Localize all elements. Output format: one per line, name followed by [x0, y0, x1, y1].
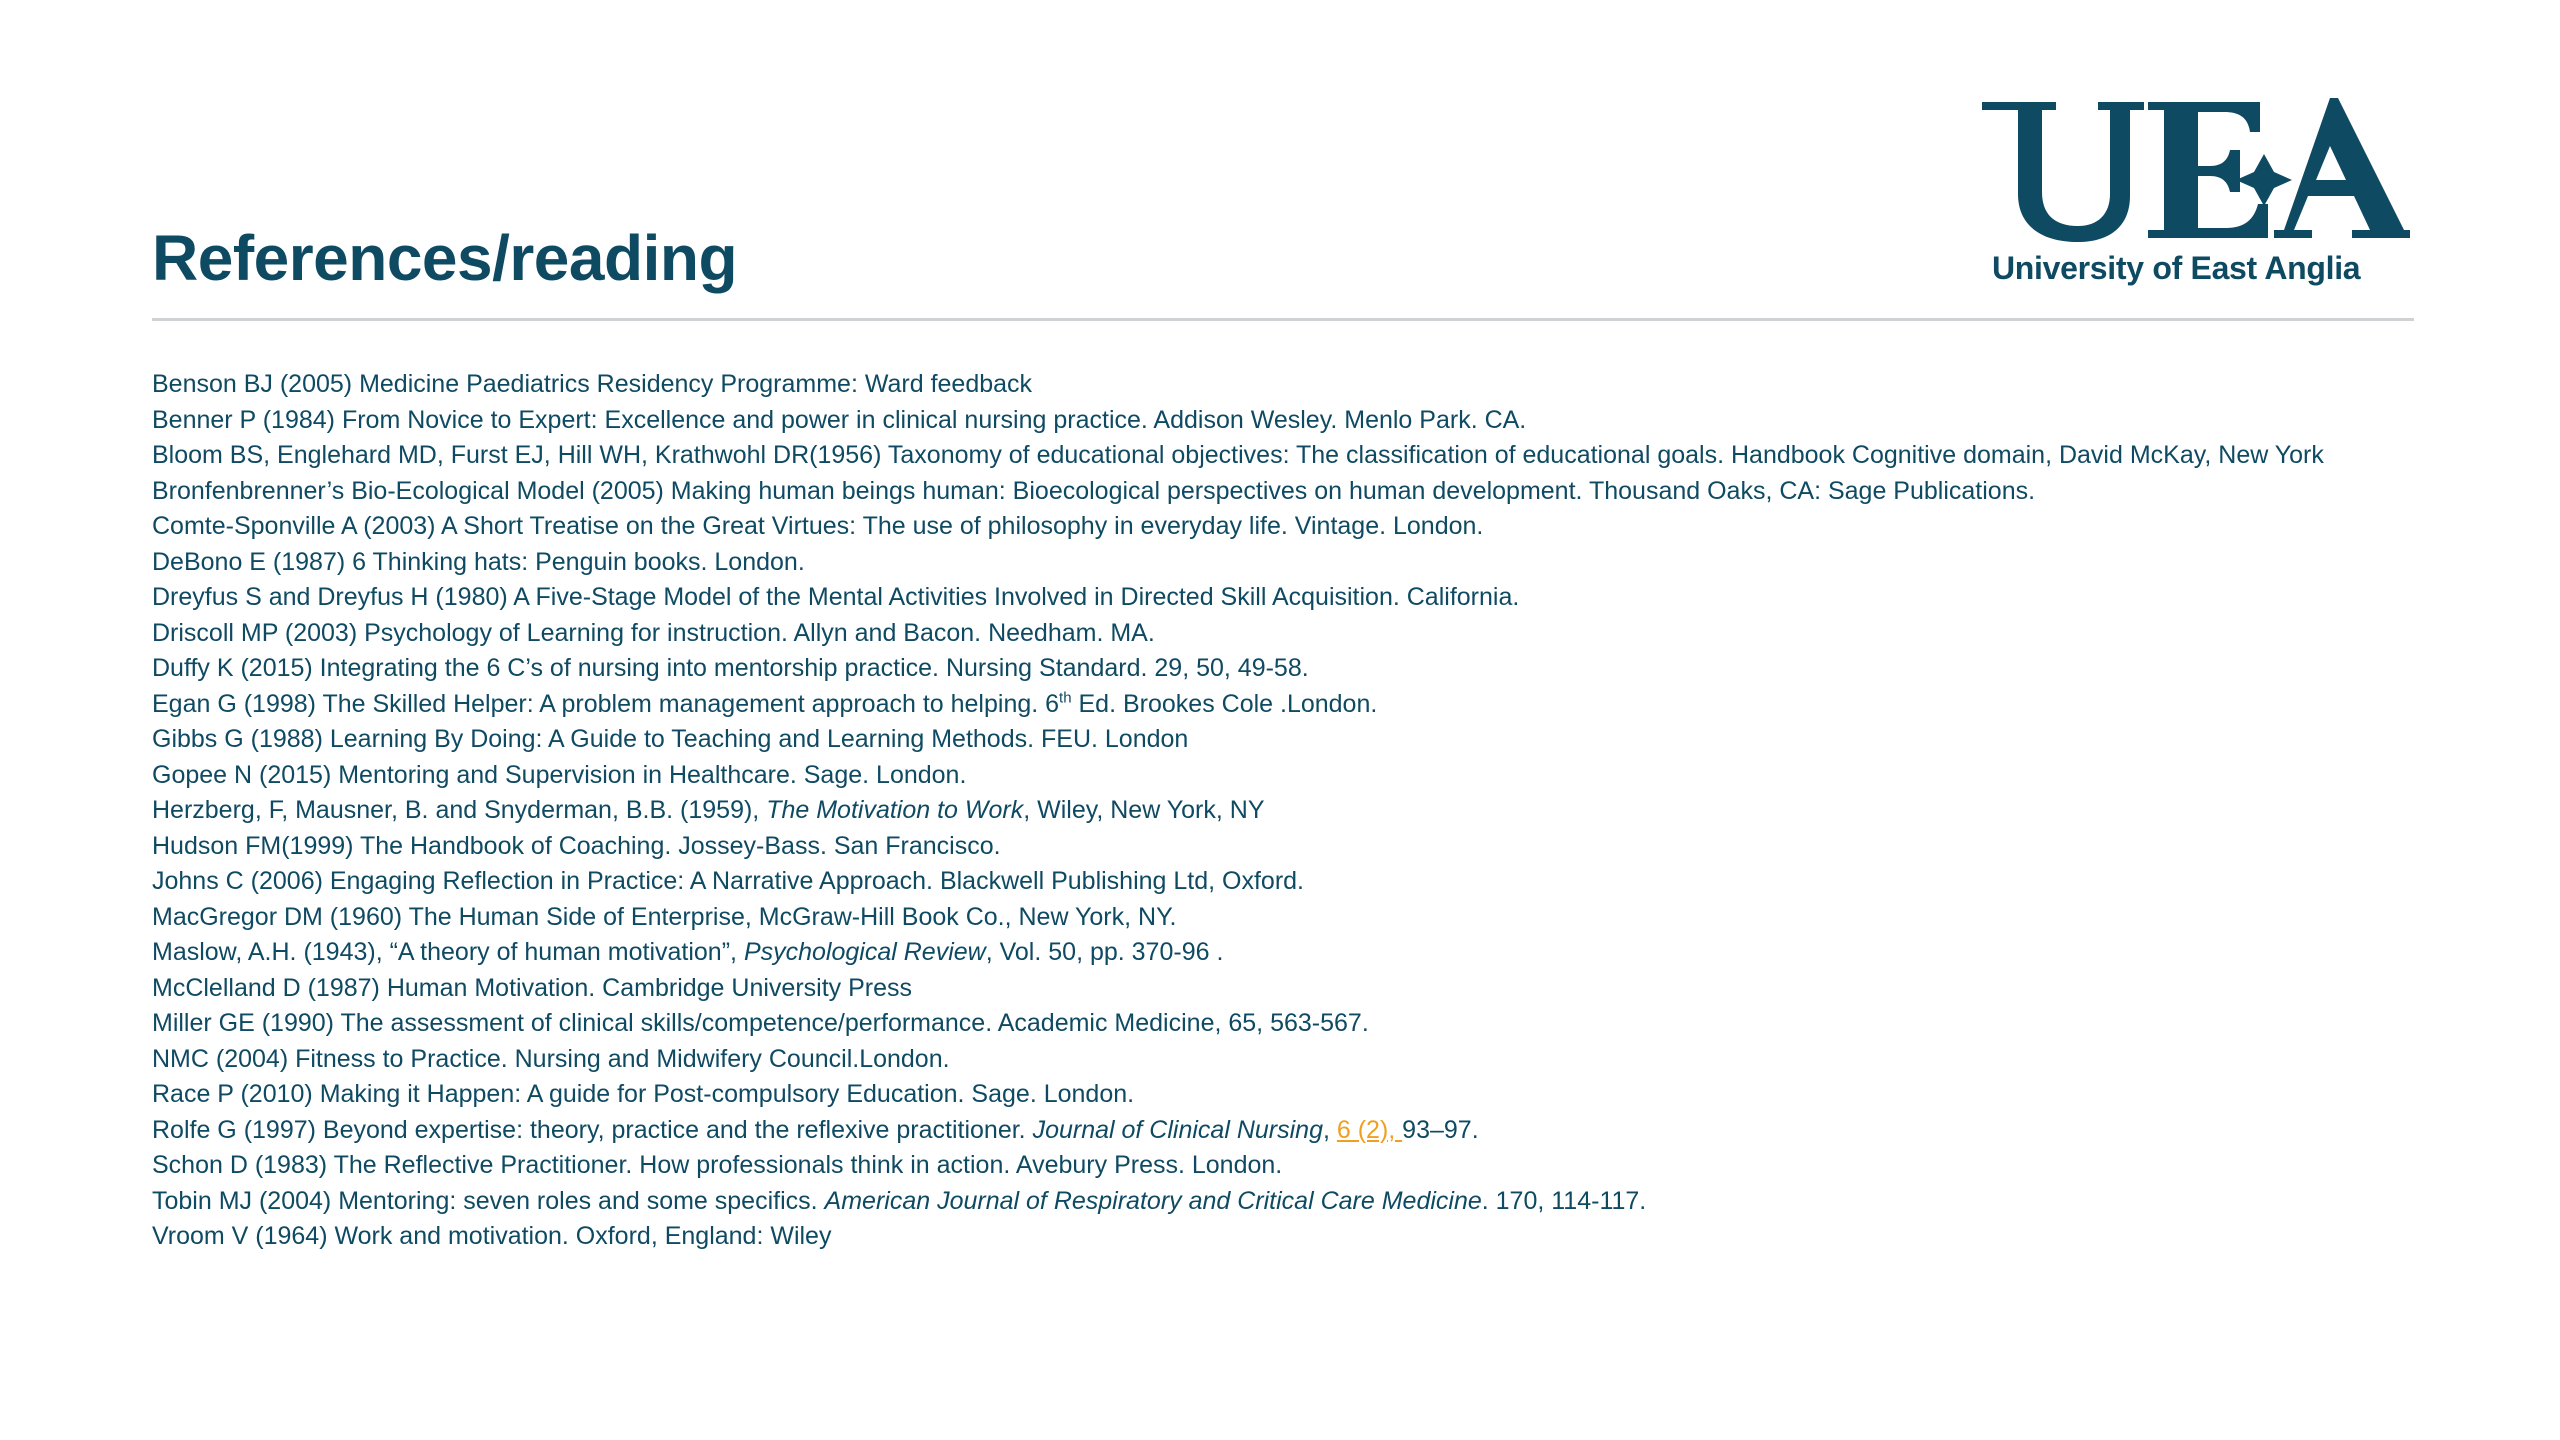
reference-text: Ed. Brookes Cole .London.: [1071, 689, 1378, 718]
reference-text: , Vol. 50, pp. 370-96 .: [985, 938, 1224, 966]
reference-text: Rolfe G (1997) Beyond expertise: theory, practice and the reflexive practitioner.: [152, 1115, 1033, 1144]
reference-item: [152, 619, 2382, 648]
reference-text: McClelland D (1987) Human Motivation. Cambridge University Press: [152, 973, 912, 1002]
reference-item: [152, 548, 2382, 577]
reference-superscript: th: [1059, 689, 1072, 707]
reference-text: DeBono E (1987) 6 Thinking hats: Penguin books. London.: [152, 547, 805, 576]
reference-item: [152, 477, 2382, 506]
reference-item: [152, 761, 2382, 790]
reference-item: [152, 370, 2382, 399]
reference-text: Schon D (1983) The Reflective Practitioner. How professionals think in action. Avebury Press. London.: [152, 1151, 1283, 1179]
reference-item: [152, 690, 2382, 719]
reference-text: Vroom V (1964) Work and motivation. Oxford, England: Wiley: [152, 1222, 832, 1250]
reference-text: Gibbs G (1988) Learning By Doing: A Guide to Teaching and Learning Methods. FEU. London: [152, 725, 1189, 753]
reference-item: [152, 974, 2382, 1003]
reference-journal-title: Psychological Review: [743, 938, 986, 966]
reference-item: [152, 938, 2382, 967]
reference-item: [152, 1151, 2382, 1180]
reference-journal-title: The Motivation to Work: [766, 796, 1024, 824]
reference-text: Miller GE (1990) The assessment of clinical skills/competence/performance. Academic Medicine, 65, 563-567.: [152, 1009, 1369, 1037]
reference-text: Benner P (1984) From Novice to Expert: Excellence and power in clinical nursing practice. Addison Wesley. Menlo Park. CA.: [152, 405, 1527, 434]
reference-journal-title: American Journal of Respiratory and Critical Care Medicine: [824, 1186, 1482, 1215]
logo-wordmark: University of East Anglia: [1992, 250, 2361, 286]
reference-item: [152, 796, 2382, 825]
reference-journal-title: Journal of Clinical Nursing: [1032, 1115, 1323, 1144]
reference-text: Comte-Sponville A (2003) A Short Treatise on the Great Virtues: The use of philosophy in everyday life. Vintage. London.: [152, 512, 1484, 540]
reference-text: , Wiley, New York, NY: [1023, 796, 1265, 824]
reference-text: ,: [1322, 1115, 1337, 1144]
reference-text: Gopee N (2015) Mentoring and Supervision in Healthcare. Sage. London.: [152, 760, 967, 789]
reference-item: [152, 867, 2382, 896]
reference-text: Driscoll MP (2003) Psychology of Learning for instruction. Allyn and Bacon. Needham. MA.: [152, 618, 1155, 647]
reference-text: MacGregor DM (1960) The Human Side of Enterprise, McGraw-Hill Book Co., New York, NY.: [152, 902, 1177, 931]
page-title: References/reading: [152, 222, 738, 294]
reference-item: [152, 512, 2382, 541]
reference-text: 93–97.: [1402, 1115, 1479, 1144]
reference-text: Benson BJ (2005) Medicine Paediatrics Residency Programme: Ward feedback: [152, 370, 1033, 398]
reference-item: [152, 725, 2382, 754]
reference-text: NMC (2004) Fitness to Practice. Nursing and Midwifery Council.London.: [152, 1044, 950, 1073]
reference-item: [152, 441, 2382, 470]
reference-text: Duffy K (2015) Integrating the 6 C’s of nursing into mentorship practice. Nursing Standard. 29, 50, 49-58.: [152, 654, 1309, 682]
uea-logo: [1978, 96, 2410, 296]
reference-link[interactable]: 6 (2),: [1336, 1115, 1403, 1144]
reference-text: Hudson FM(1999) The Handbook of Coaching. Jossey-Bass. San Francisco.: [152, 831, 1001, 860]
reference-item: [152, 1045, 2382, 1074]
uea-logo-mark-icon: [1978, 96, 2410, 246]
reference-text: Race P (2010) Making it Happen: A guide for Post-compulsory Education. Sage. London.: [152, 1080, 1135, 1108]
reference-item: [152, 1116, 2382, 1145]
reference-item: [152, 1222, 2382, 1251]
reference-list: [152, 370, 2382, 1258]
reference-item: [152, 583, 2382, 612]
reference-text: Dreyfus S and Dreyfus H (1980) A Five-Stage Model of the Mental Activities Involved in Directed Skill Acquisition. California.: [152, 583, 1520, 611]
reference-text: Johns C (2006) Engaging Reflection in Practice: A Narrative Approach. Blackwell Publishing Ltd, Oxford.: [152, 867, 1305, 895]
reference-text: Bronfenbrenner’s Bio-Ecological Model (2005) Making human beings human: Bioecological perspectives on human development. Thousand Oaks, CA: Sage Publications.: [152, 476, 2036, 505]
reference-text: Egan G (1998) The Skilled Helper: A problem management approach to helping. 6: [152, 689, 1060, 718]
reference-item: [152, 832, 2382, 861]
reference-text: Maslow, A.H. (1943), “A theory of human motivation”,: [152, 938, 744, 966]
reference-item: [152, 1080, 2382, 1109]
reference-text: Tobin MJ (2004) Mentoring: seven roles and some specifics.: [152, 1186, 825, 1215]
reference-item: [152, 654, 2382, 683]
reference-item: [152, 1187, 2382, 1216]
reference-item: [152, 903, 2382, 932]
reference-text: Bloom BS, Englehard MD, Furst EJ, Hill WH, Krathwohl DR(1956) Taxonomy of educational objectives: The classification of educational goals. Handbook Cognitive domain, David McKay, New York: [152, 441, 2324, 469]
reference-item: [152, 1009, 2382, 1038]
title-divider: [152, 318, 2414, 321]
reference-item: [152, 406, 2382, 435]
reference-text: . 170, 114-117.: [1481, 1186, 1647, 1215]
reference-text: Herzberg, F, Mausner, B. and Snyderman, B.B. (1959),: [152, 796, 767, 824]
